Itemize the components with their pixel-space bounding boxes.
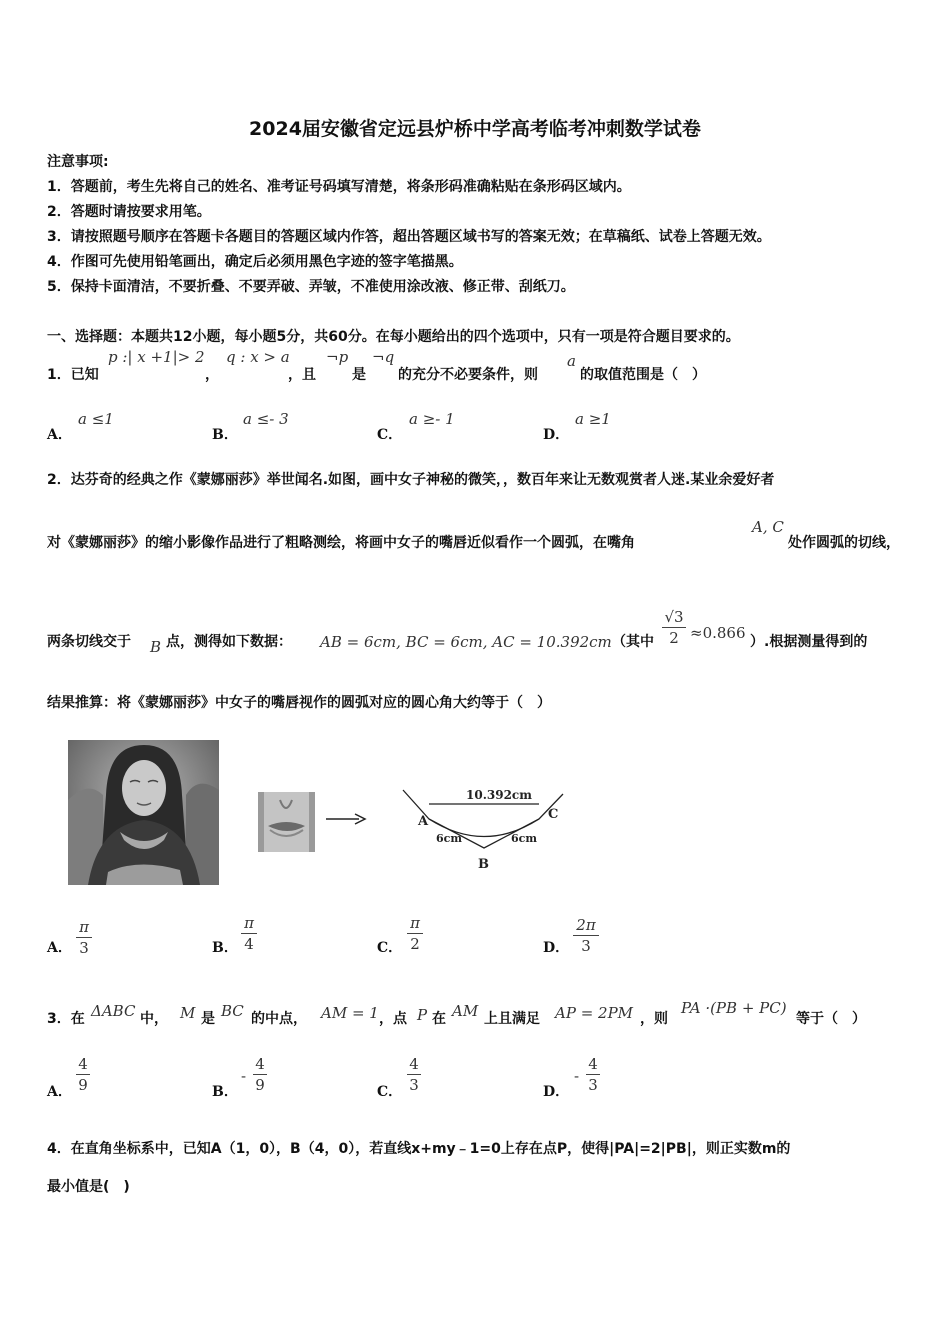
q3-triangle: ΔABC xyxy=(91,1002,136,1020)
fraction-bar xyxy=(573,935,599,936)
q3-option-fraction xyxy=(586,1055,600,1094)
q2-measurements: AB = 6cm, BC = 6cm, AC = 10.392cm xyxy=(320,633,612,651)
bc-length-label: 6cm xyxy=(511,832,537,845)
q3-text: 是 xyxy=(201,1011,215,1027)
q2-option-label[interactable]: A． xyxy=(47,940,72,956)
q1-option-math: a ≥1 xyxy=(575,410,611,428)
fraction-bar xyxy=(662,627,686,628)
q3-option-fraction xyxy=(407,1055,421,1094)
fraction-bar xyxy=(76,1074,90,1075)
q2-text: ）.根据测量得到的 xyxy=(750,634,868,650)
q2-option-fraction xyxy=(76,918,92,957)
fraction-bar xyxy=(253,1074,267,1075)
q2-sqrt3-fraction xyxy=(662,608,686,647)
q2-text: 结果推算：将《蒙娜丽莎》中女子的嘴唇视作的圆弧对应的圆心角大约等于（ ） xyxy=(47,695,551,711)
notice-item: 2．答题时请按要求用笔。 xyxy=(47,204,211,220)
q3-option-label[interactable]: D． xyxy=(543,1084,570,1100)
q3-text: 的中点， xyxy=(251,1011,307,1027)
q3-option-label[interactable]: C． xyxy=(377,1084,403,1100)
q3-option-label[interactable]: A． xyxy=(47,1084,72,1100)
ab-length-label: 6cm xyxy=(436,832,462,845)
q1-option-math: a ≥- 1 xyxy=(409,410,455,428)
q3-expression: PA ·(PB + PC) xyxy=(681,999,787,1017)
fraction-bar xyxy=(76,937,92,938)
fraction-denominator: 3 xyxy=(79,939,89,957)
q2-option-fraction xyxy=(241,914,257,953)
point-c-label: C xyxy=(548,807,559,822)
fraction-numerator: 4 xyxy=(78,1055,88,1073)
q2-option-fraction xyxy=(573,916,599,955)
q2-option-label[interactable]: C． xyxy=(377,940,403,956)
q2-sqrt3-numerator: √3 xyxy=(664,608,684,626)
ac-length-label: 10.392cm xyxy=(466,788,532,802)
q1-text: ， xyxy=(205,367,219,383)
q3-text: ，点 xyxy=(379,1011,407,1027)
q1-option-label[interactable]: A． xyxy=(47,427,72,443)
q3-segment-am: AM xyxy=(452,1002,479,1020)
q3-point-p: P xyxy=(417,1006,428,1024)
q3-option-label[interactable]: B． xyxy=(212,1084,238,1100)
q3-text: 中， xyxy=(140,1011,168,1027)
q3-am-length: AM = 1 xyxy=(321,1004,379,1022)
notice-item: 5．保持卡面清洁，不要折叠、不要弄破、弄皱，不准使用涂改液、修正带、刮纸刀。 xyxy=(47,279,575,295)
q2-text: 对《蒙娜丽莎》的缩小影像作品进行了粗略测绘，将画中女子的嘴唇近似看作一个圆弧，在嘴角 xyxy=(47,535,635,551)
q3-option-sign: - xyxy=(574,1067,580,1085)
q3-point-m: M xyxy=(180,1004,196,1022)
notice-item: 3．请按照题号顺序在答题卡各题目的答题区域内作答，超出答题区域书写的答案无效；在草稿纸、试卷上答题无效。 xyxy=(47,229,771,245)
mona-lisa-painting-image xyxy=(68,740,219,885)
q2-option-fraction xyxy=(407,914,423,953)
fraction-bar xyxy=(407,933,423,934)
fraction-numerator: π xyxy=(79,918,89,936)
q1-not-p: ¬p xyxy=(326,348,349,366)
q3-condition: AP = 2PM xyxy=(555,1004,634,1022)
q2-option-label[interactable]: B． xyxy=(212,940,238,956)
q1-option-label[interactable]: B． xyxy=(212,427,238,443)
q3-text: 上且满足 xyxy=(484,1011,540,1027)
q1-condition-p: p :| x +1|> 2 xyxy=(108,348,205,366)
arrow-right-icon xyxy=(325,812,367,826)
fraction-denominator: 9 xyxy=(255,1076,265,1094)
q1-text: 是 xyxy=(352,367,366,383)
q3-text: 3．在 xyxy=(47,1011,85,1027)
q2-text: 两条切线交于 xyxy=(47,634,131,650)
q2-text: 点，测得如下数据： xyxy=(166,634,292,650)
q1-condition-q: q : x > a xyxy=(226,348,290,366)
notice-item: 4．作图可先使用铅笔画出，确定后必须用黑色字迹的签字笔描黑。 xyxy=(47,254,463,270)
fraction-numerator: 4 xyxy=(255,1055,265,1073)
fraction-numerator: 4 xyxy=(409,1055,419,1073)
fraction-denominator: 3 xyxy=(409,1076,419,1094)
exam-title: 2024届安徽省定远县炉桥中学高考临考冲刺数学试卷 xyxy=(249,118,701,140)
q1-option-math: a ≤1 xyxy=(78,410,114,428)
fraction-numerator: 4 xyxy=(588,1055,598,1073)
q4-text: 4．在直角坐标系中，已知A（1，0），B（4，0），若直线x+my﹣1=0上存在点P，使得|PA|=2|PB|，则正实数m的 xyxy=(47,1141,791,1157)
q2-text: （其中 xyxy=(612,634,654,650)
fraction-denominator: 4 xyxy=(244,935,254,953)
q1-text: 的充分不必要条件，则 xyxy=(398,367,538,383)
q2-sqrt3-denominator: 2 xyxy=(669,629,679,647)
notice-item: 1．答题前，考生先将自己的姓名、准考证号码填写清楚，将条形码准确粘贴在条形码区域内。 xyxy=(47,179,631,195)
q1-text: ，且 xyxy=(288,367,316,383)
fraction-numerator: π xyxy=(244,914,254,932)
q3-option-fraction xyxy=(253,1055,267,1094)
q3-text: 在 xyxy=(432,1011,446,1027)
q4-text: 最小值是( ) xyxy=(47,1179,130,1195)
q1-text: 1．已知 xyxy=(47,367,99,383)
q2-approx-value: ≈0.866 xyxy=(690,624,746,642)
lips-closeup-image xyxy=(258,792,315,852)
q1-not-q: ¬q xyxy=(372,348,395,366)
q1-option-label[interactable]: C． xyxy=(377,427,403,443)
fraction-denominator: 3 xyxy=(581,937,591,955)
fraction-numerator: π xyxy=(410,914,420,932)
point-b-label: B xyxy=(478,857,489,872)
q3-option-sign: - xyxy=(241,1067,247,1085)
q2-point-b: B xyxy=(150,638,162,656)
section-header: 一、选择题：本题共12小题，每小题5分，共60分。在每小题给出的四个选项中，只有一项是符合题目要求的。 xyxy=(47,329,740,345)
q1-option-label[interactable]: D． xyxy=(543,427,570,443)
fraction-bar xyxy=(407,1074,421,1075)
lips-tangent-diagram xyxy=(398,782,574,874)
q3-segment-bc: BC xyxy=(221,1002,244,1020)
q2-option-label[interactable]: D． xyxy=(543,940,570,956)
fraction-bar xyxy=(586,1074,600,1075)
q3-text: 等于（ ） xyxy=(796,1011,866,1027)
q3-option-fraction xyxy=(76,1055,90,1094)
fraction-numerator: 2π xyxy=(576,916,596,934)
q1-option-math: a ≤- 3 xyxy=(243,410,289,428)
fraction-denominator: 9 xyxy=(78,1076,88,1094)
fraction-denominator: 3 xyxy=(588,1076,598,1094)
q2-text: 2．达芬奇的经典之作《蒙娜丽莎》举世闻名.如图，画中女子神秘的微笑，，数百年来让无数观赏者人迷.某业余爱好者 xyxy=(47,472,775,488)
notice-heading: 注意事项: xyxy=(47,154,109,170)
q2-text: 处作圆弧的切线， xyxy=(788,535,900,551)
point-a-label: A xyxy=(418,814,429,829)
q3-text: ，则 xyxy=(640,1011,668,1027)
fraction-bar xyxy=(241,933,257,934)
q1-text: 的取值范围是（ ） xyxy=(580,367,706,383)
q1-variable-a: a xyxy=(567,352,576,370)
q2-points-ac: A, C xyxy=(752,518,784,536)
fraction-denominator: 2 xyxy=(410,935,420,953)
